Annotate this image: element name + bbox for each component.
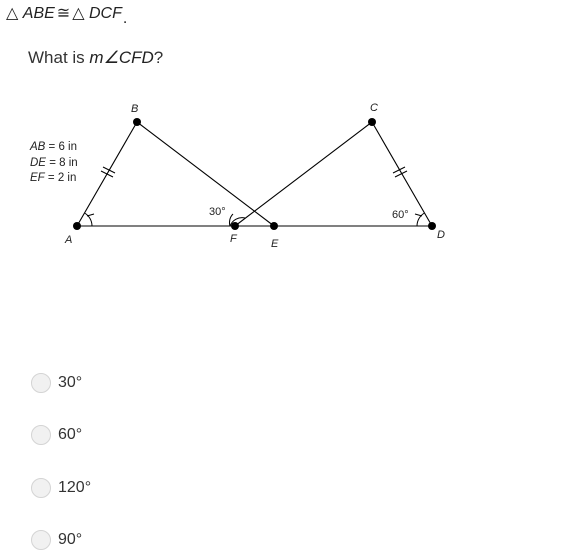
given-ab-value: = 6 in	[48, 141, 77, 153]
label-f: F	[230, 233, 237, 245]
point-b	[133, 118, 141, 126]
given-ef-value: = 2 in	[47, 172, 77, 184]
given-de	[30, 156, 78, 172]
label-a: A	[65, 234, 73, 246]
point-a	[73, 222, 81, 230]
given-ab-segment: AB	[30, 141, 46, 153]
question-prefix: What is	[28, 48, 85, 67]
point-f	[231, 222, 239, 230]
label-d: D	[437, 229, 445, 241]
radio-button[interactable]	[31, 373, 51, 393]
choice-60[interactable]	[31, 423, 82, 447]
triangle-symbol-2: △	[72, 5, 85, 22]
point-d	[428, 222, 436, 230]
choice-label: 30°	[58, 374, 83, 391]
question-measure: m∠CFD	[89, 48, 154, 67]
choice-90[interactable]	[31, 528, 82, 552]
angle-label-d: 60°	[392, 209, 409, 221]
radio-button[interactable]	[31, 425, 51, 445]
triangle-dcf: DCF	[88, 5, 122, 22]
label-b: B	[131, 103, 139, 115]
choice-120[interactable]	[31, 476, 91, 500]
point-c	[368, 118, 376, 126]
statement-period: .	[122, 10, 128, 27]
radio-button[interactable]	[31, 478, 51, 498]
given-ef	[30, 171, 78, 187]
choice-label: 60°	[58, 426, 83, 443]
congruent-symbol: ≅	[56, 5, 71, 22]
choice-30[interactable]	[31, 371, 82, 395]
triangle-abe: ABE	[22, 5, 55, 22]
tick-marks-dc	[393, 167, 407, 177]
given-de-value: = 8 in	[49, 156, 78, 169]
radio-button[interactable]	[31, 530, 51, 550]
angle-label-f: 30°	[209, 206, 226, 218]
point-e	[270, 222, 278, 230]
choice-label: 90°	[58, 531, 83, 548]
given-lengths	[30, 140, 78, 187]
question-suffix: ?	[153, 48, 164, 67]
choice-label: 120°	[58, 479, 92, 496]
given-de-segment: DE	[30, 156, 46, 169]
vertex-points	[73, 118, 436, 230]
label-c: C	[370, 102, 378, 114]
triangle-symbol-1: △	[6, 5, 19, 22]
given-ef-segment: EF	[30, 172, 45, 184]
segment-cf	[235, 122, 372, 226]
given-ab	[30, 140, 78, 156]
segment-be	[137, 122, 274, 226]
label-e: E	[271, 238, 279, 250]
